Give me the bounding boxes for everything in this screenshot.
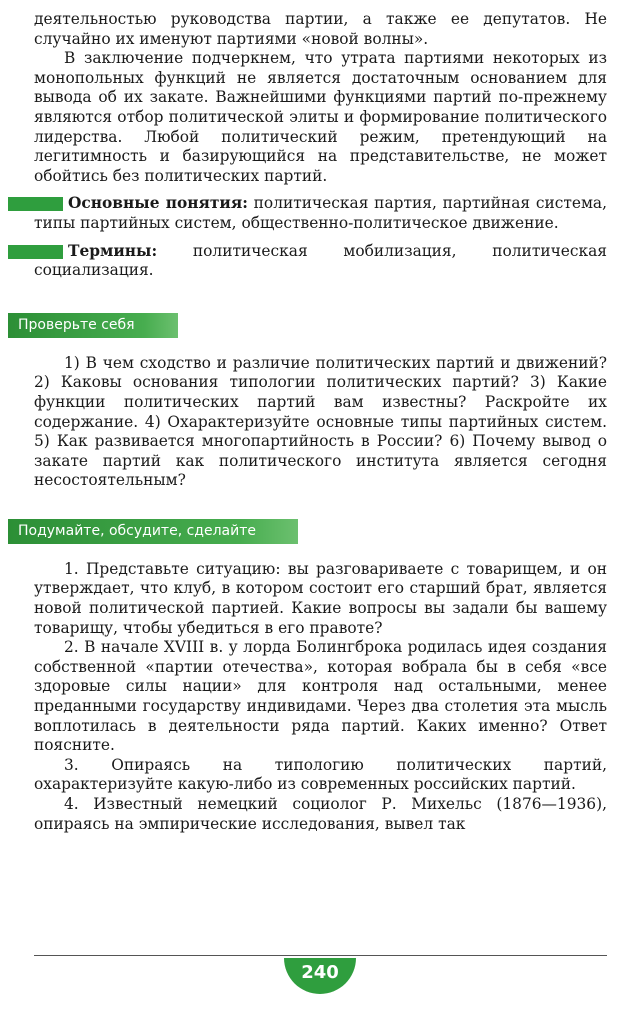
key-concepts-text: политическая партия, партийная система, типы партийных систем, общественно-политическое движение. [34,194,608,232]
footer-rule [34,955,607,956]
page-number: 240 [284,958,356,994]
task-2: 2. В начале XVIII в. у лорда Болингброка родилась идея создания собственной «партии отечества», которая вобрала бы в себя «все здоровые силы нации» для контроля над остальными, менее преданными государству индивидами. Через два столетия эта мысль воплотилась в деятельности ряда партий. Каких именно? Ответ поясните. [34,638,607,755]
page-content [18,10,608,834]
key-concepts-paragraph [34,194,607,233]
check-yourself-header: Проверьте себя [8,313,178,338]
key-concepts-label: Основные понятия: [68,194,248,213]
key-concepts-marker [8,197,63,211]
task-3: 3. Опираясь на типологию политических партий, охарактеризуйте какую-либо из современных российских партий. [34,755,607,794]
task-1: 1. Представьте ситуацию: вы разговариваете с товарищем, и он утверждает, что клуб, в котором состоит его старший брат, является новой политической партией. Какие вопросы вы задали бы вашему товарищу, чтобы убедиться в его правоте? [34,559,607,637]
terms-text: политическая мобилизация, политическая социализация. [34,241,607,280]
think-discuss-header: Подумайте, обсудите, сделайте [8,519,298,544]
terms-marker [8,245,63,259]
intro-paragraph-1: деятельностью руководства партии, а также ее депутатов. Не случайно их именуют партиями «новой волны». [34,10,607,48]
terms-block [34,242,607,281]
check-yourself-questions: 1) В чем сходство и различие политических партий и движений? 2) Каковы основания типологии политических партий? 3) Какие функции политических партий вам известны? Раскройте их содержание. 4) Охарактеризуйте основные типы партийных систем. 5) Как развивается многопартийность в России? 6) Почему вывод о закате партий как политического института является сегодня несостоятельным? [34,353,607,490]
terms-paragraph [34,242,607,281]
terms-label: Термины: [68,241,158,260]
task-4: 4. Известный немецкий социолог Р. Михельс (1876—1936), опираясь на эмпирические исследования, вывел так [34,795,607,833]
key-concepts-block [34,194,607,233]
intro-paragraph-2: В заключение подчеркнем, что утрата партиями некоторых из монопольных функций не является достаточным основанием для вывода об их закате. Важнейшими функциями партий по-прежнему являются отбор политической элиты и формирование политического лидерства. Любой политический режим, претендующий на легитимность и базирующийся на представительстве, не может обойтись без политических партий. [34,49,607,185]
